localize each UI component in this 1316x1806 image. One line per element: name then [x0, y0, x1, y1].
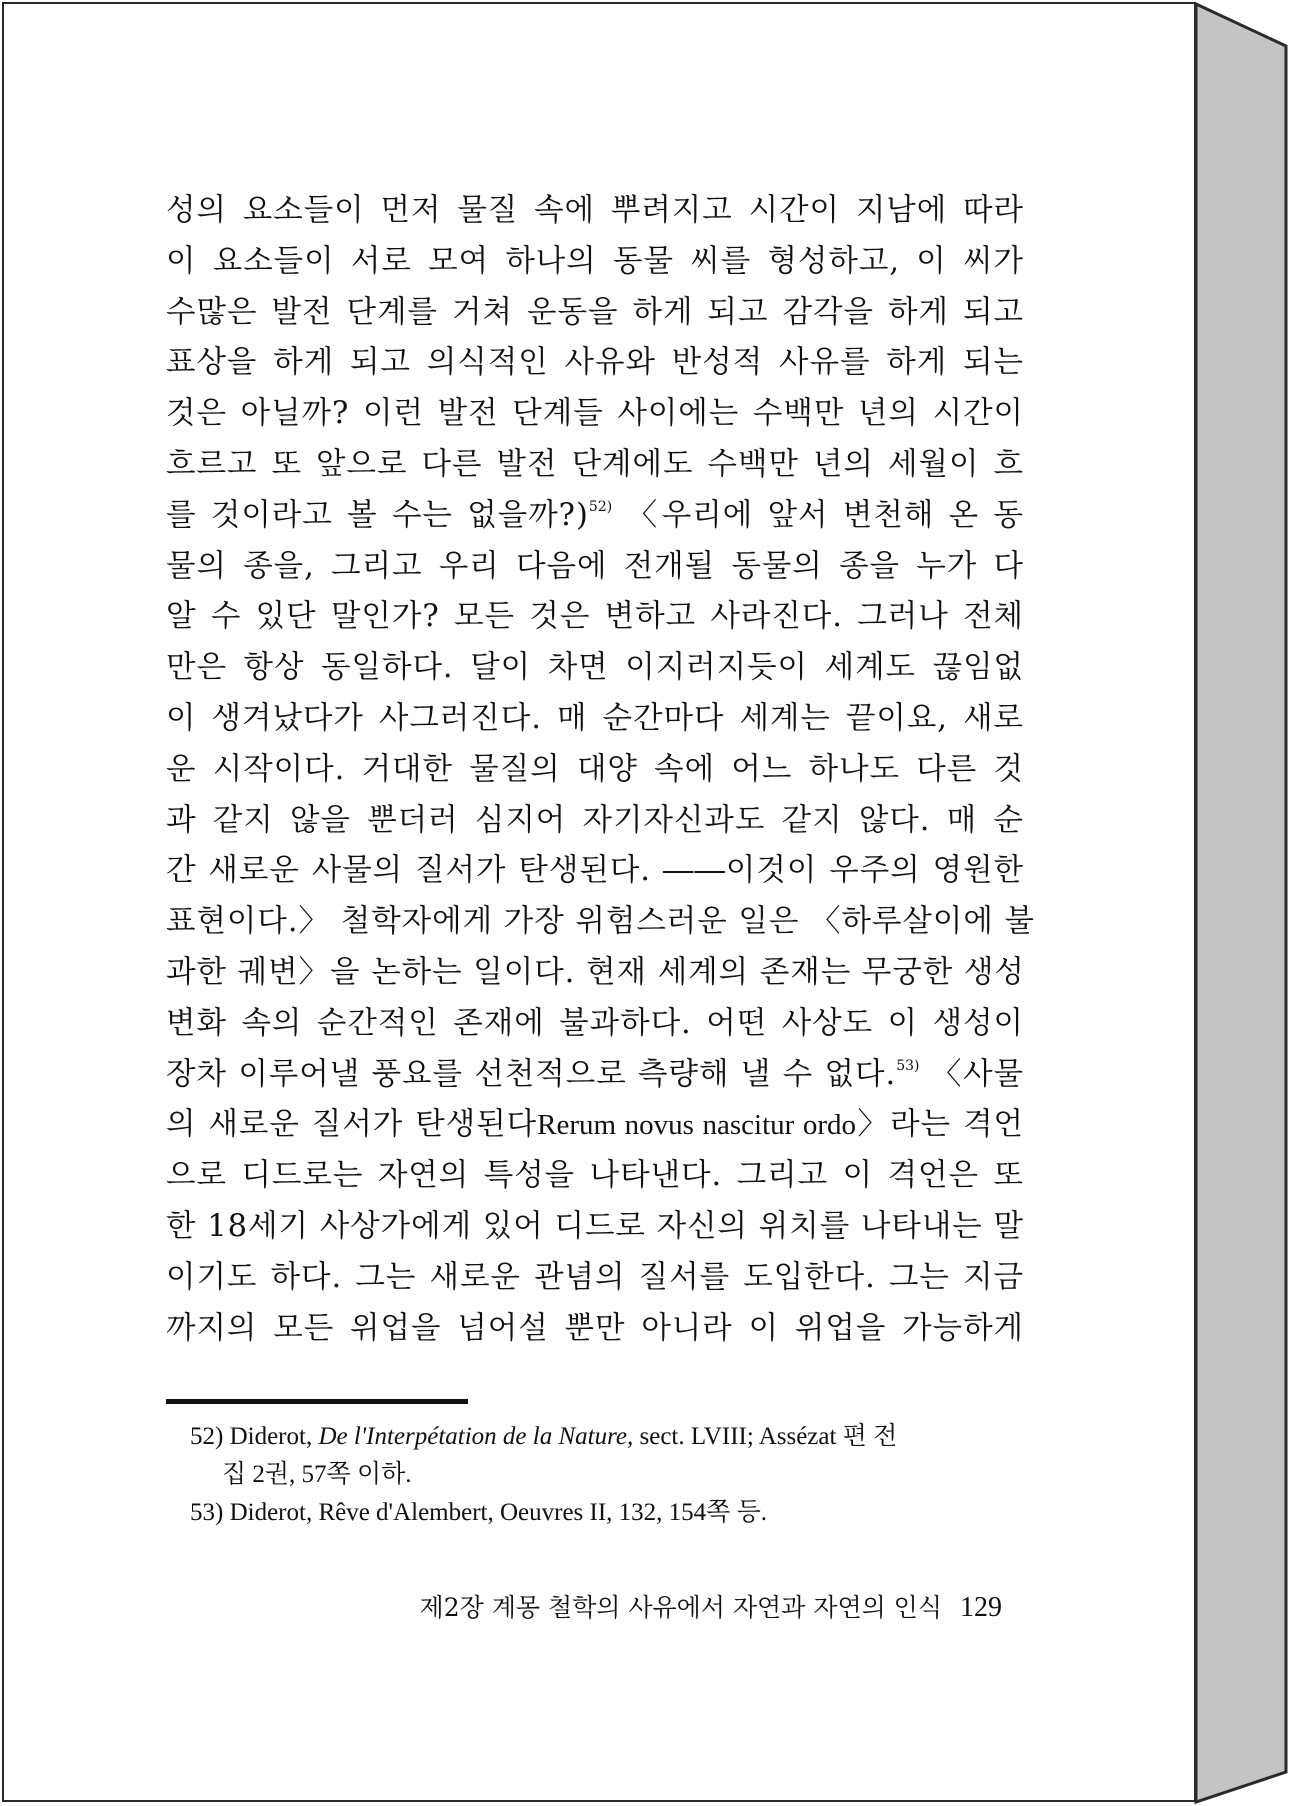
text-line: 표현이다.〉 철학자에게 가장 위험스러운 일은 〈하루살이에 불 [166, 904, 1035, 940]
text-line: 것은 아닐까? 이런 발전 단계들 사이에는 수백만 년의 시간이 [166, 396, 1024, 432]
footnote-53: 53) Diderot, Rêve d'Alembert, Oeuvres II, 132, 154쪽 등. [190, 1499, 767, 1526]
text-segment: 를 것이라고 볼 수는 없을까?) [166, 497, 589, 533]
text-line: 물의 종을, 그리고 우리 다음에 전개될 동물의 종을 누가 다 [166, 548, 1024, 584]
text-line: 운 시작이다. 거대한 물질의 대양 속에 어느 하나도 다른 것 [166, 751, 1024, 787]
footnote-52 [190, 1418, 1026, 1456]
book-side-face [1196, 4, 1286, 1802]
text-line: 흐르고 또 앞으로 다른 발전 단계에도 수백만 년의 세월이 흐 [166, 446, 1024, 482]
footnotes [190, 1418, 1026, 1532]
running-footer [380, 1588, 1002, 1624]
text-line: 이기도 하다. 그는 새로운 관념의 질서를 도입한다. 그는 지금 [166, 1259, 1024, 1295]
text-line: 이 요소들이 서로 모여 하나의 동물 씨를 형성하고, 이 씨가 [166, 243, 1024, 279]
footnote-marker: 52) [190, 1423, 224, 1450]
text-line: 간 새로운 사물의 질서가 탄생된다. ――이것이 우주의 영원한 [166, 853, 1024, 889]
text-line: 성의 요소들이 먼저 물질 속에 뿌려지고 시간이 지남에 따라 [166, 193, 1024, 228]
footnote-ref-52[interactable]: 52) [588, 498, 613, 515]
text-line [166, 491, 1024, 542]
text-line: 변화 속의 순간적인 존재에 불과하다. 어떤 사상도 이 생성이 [166, 1005, 1024, 1041]
text-line: 알 수 있단 말인가? 모든 것은 변하고 사라진다. 그러나 전체 [166, 599, 1024, 635]
body-text [166, 186, 1035, 1354]
latin-phrase: Rerum novus nascitur ordo [537, 1109, 857, 1142]
chapter-title: 제2장 계몽 철학의 사유에서 자연과 자연의 인식 [419, 1593, 942, 1622]
text-line: 까지의 모든 위업을 넘어설 뿐만 아니라 이 위업을 가능하게 [166, 1310, 1024, 1346]
page-number: 129 [960, 1592, 1002, 1623]
text-line: 만은 항상 동일하다. 달이 차면 이지러지듯이 세계도 끊임없 [166, 650, 1024, 686]
footnote-author: Diderot, [229, 1423, 313, 1450]
text-segment: 〈우리에 앞서 변천해 온 동 [612, 497, 1024, 533]
footnote-ref-53[interactable]: 53) [896, 1057, 920, 1074]
text-line: 이 생겨났다가 사그러진다. 매 순간마다 세계는 끝이요, 새로 [166, 700, 1024, 736]
footnote-detail: sect. LVIII; Assézat 편 전 [639, 1423, 898, 1450]
footnote-divider [166, 1399, 468, 1404]
text-line: 수많은 발전 단계를 거쳐 운동을 하게 되고 감각을 하게 되고 [166, 294, 1024, 330]
footnote-52-continued: 집 2권, 57쪽 이하. [222, 1461, 412, 1488]
text-line: 으로 디드로는 자연의 특성을 나타낸다. 그리고 이 격언은 또 [166, 1158, 1024, 1194]
text-line [166, 1050, 1024, 1101]
text-line [166, 1100, 1024, 1151]
text-segment: 장차 이루어낼 풍요를 선천적으로 측량해 낼 수 없다. [166, 1056, 897, 1092]
text-segment: 〉라는 격언 [856, 1107, 1025, 1143]
text-line: 한 18세기 사상가에게 있어 디드로 자신의 위치를 나타내는 말 [166, 1208, 1024, 1244]
text-line: 과 같지 않을 뿐더러 심지어 자기자신과도 같지 않다. 매 순 [166, 802, 1024, 838]
text-line: 표상을 하게 되고 의식적인 사유와 반성적 사유를 하게 되는 [166, 345, 1024, 381]
footnote-title: De l'Interpétation de la Nature, [318, 1423, 634, 1450]
text-line: 과한 궤변〉을 논하는 일이다. 현재 세계의 존재는 무궁한 생성 [166, 954, 1025, 990]
text-segment: 의 새로운 질서가 탄생된다 [166, 1107, 538, 1143]
text-segment: 〈사물 [919, 1056, 1024, 1092]
